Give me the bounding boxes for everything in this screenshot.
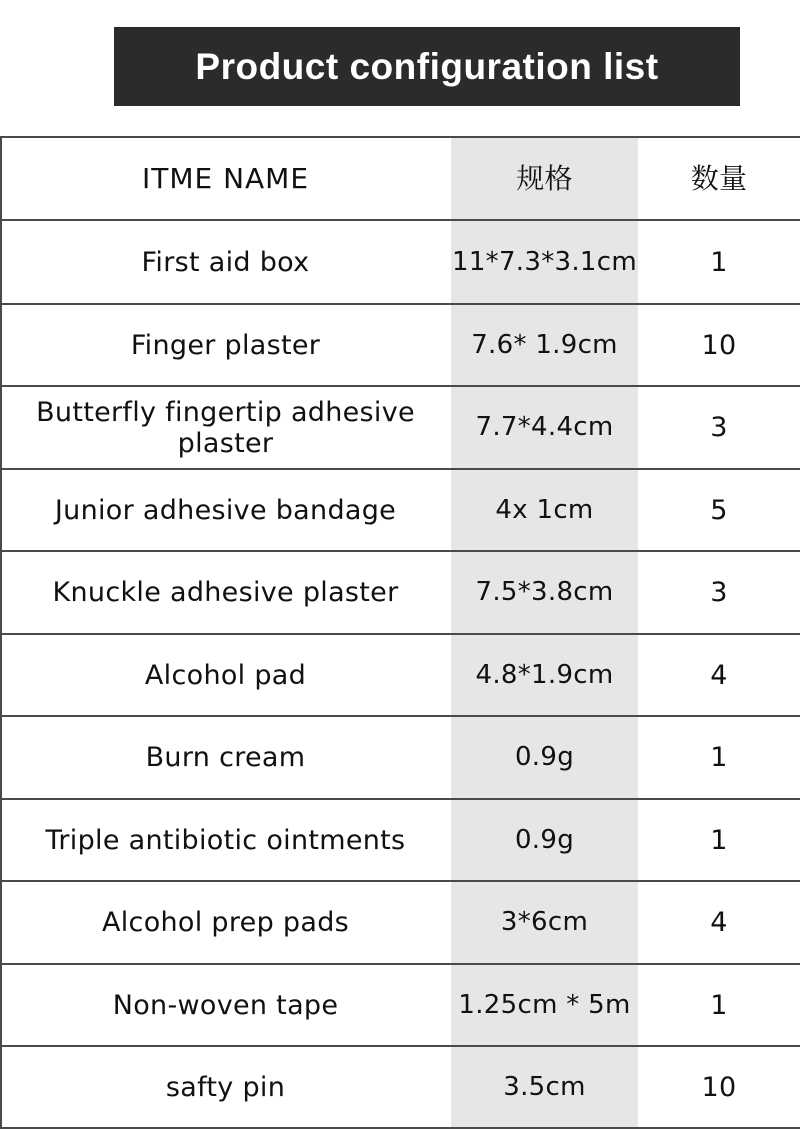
- item-name: Butterfly fingertip adhesive plaster: [36, 396, 415, 459]
- table-row: [0, 305, 800, 385]
- item-spec: 4x 1cm: [495, 494, 594, 525]
- item-quantity: 10: [701, 329, 737, 361]
- item-quantity: 10: [701, 1071, 737, 1103]
- item-quantity: 4: [710, 907, 728, 938]
- item-name: Burn cream: [145, 742, 306, 773]
- item-quantity: 1: [710, 742, 728, 773]
- table-row: [0, 552, 800, 633]
- table-row: [0, 882, 800, 963]
- table-row: [0, 717, 800, 798]
- header-spec: 规格: [516, 162, 573, 195]
- table-row: [0, 635, 800, 715]
- item-spec: 7.5*3.8cm: [475, 577, 614, 607]
- item-name: First aid box: [141, 246, 310, 278]
- item-name: Triple antibiotic ointments: [45, 824, 406, 856]
- item-name: Knuckle adhesive plaster: [52, 577, 399, 608]
- item-quantity: 1: [710, 824, 728, 856]
- item-spec: 3.5cm: [503, 1071, 586, 1102]
- item-spec: 3*6cm: [500, 907, 589, 937]
- header-quantity: 数量: [690, 162, 748, 195]
- item-quantity: 3: [710, 577, 728, 608]
- item-spec: 1.25cm * 5m: [458, 989, 631, 1020]
- header-item-name: ITME NAME: [141, 162, 310, 195]
- item-name: Alcohol pad: [144, 659, 307, 691]
- item-name: Alcohol prep pads: [101, 907, 350, 938]
- table-row: [0, 1047, 800, 1127]
- item-spec: 0.9g: [514, 742, 575, 772]
- item-name: Non-woven tape: [112, 989, 339, 1021]
- item-name: Junior adhesive bandage: [54, 494, 397, 526]
- title-banner: [114, 27, 740, 106]
- table-row: [0, 221, 800, 303]
- table-row: [0, 800, 800, 880]
- item-name: safty pin: [165, 1071, 286, 1103]
- table-row: [0, 387, 800, 468]
- item-spec: 4.8*1.9cm: [475, 659, 614, 690]
- table-header-row: [0, 138, 800, 219]
- item-quantity: 3: [710, 412, 728, 443]
- page-title: Product configuration list: [195, 45, 659, 87]
- item-name: Finger plaster: [130, 329, 321, 361]
- configuration-table: [0, 136, 800, 1129]
- item-quantity: 4: [710, 659, 728, 691]
- item-spec: 7.7*4.4cm: [475, 412, 614, 442]
- item-quantity: 1: [710, 989, 728, 1021]
- table-row: [0, 470, 800, 550]
- item-quantity: 5: [710, 494, 728, 526]
- item-spec: 0.9g: [514, 824, 575, 855]
- table-row: [0, 965, 800, 1045]
- item-quantity: 1: [710, 246, 728, 278]
- item-spec: 11*7.3*3.1cm: [451, 246, 637, 277]
- item-spec: 7.6* 1.9cm: [471, 329, 618, 360]
